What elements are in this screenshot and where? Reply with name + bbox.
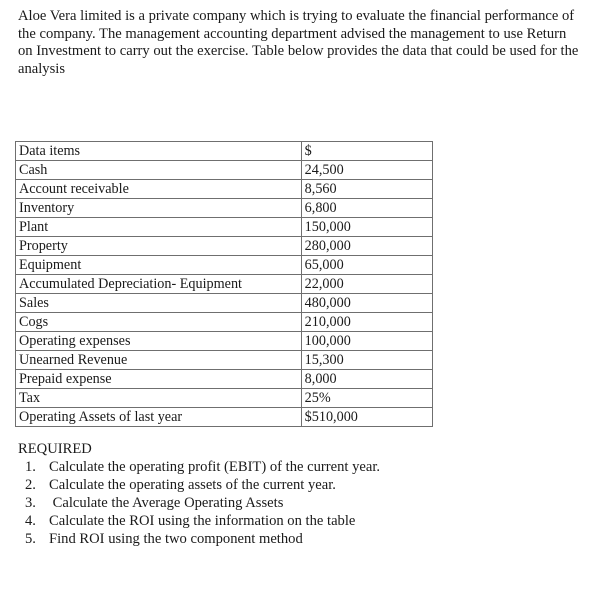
row-item-cell: Account receivable <box>16 180 302 199</box>
table-row <box>16 408 433 427</box>
row-value-cell: 22,000 <box>301 275 432 294</box>
row-value-cell: 24,500 <box>301 161 432 180</box>
row-item-cell: Equipment <box>16 256 302 275</box>
row-item-cell: Sales <box>16 294 302 313</box>
row-item-cell: Property <box>16 237 302 256</box>
required-section <box>18 440 380 548</box>
header-item-cell: Data items <box>16 142 302 161</box>
row-value-cell: $510,000 <box>301 408 432 427</box>
list-item <box>18 530 380 548</box>
row-item-cell: Inventory <box>16 199 302 218</box>
data-table-body <box>16 142 433 427</box>
row-item-cell: Operating Assets of last year <box>16 408 302 427</box>
table-header-row <box>16 142 433 161</box>
row-value-cell: 8,560 <box>301 180 432 199</box>
list-item-number: 2. <box>25 477 36 493</box>
intro-paragraph: Aloe Vera limited is a private company which is trying to evaluate the financial performance of the company. The management accounting department advised the management to use Return on Investment to carry out the exercise. Table below provides the data that could be used for the analysis <box>18 8 579 77</box>
table-row <box>16 389 433 408</box>
table-row <box>16 275 433 294</box>
row-item-cell: Operating expenses <box>16 332 302 351</box>
row-value-cell: 480,000 <box>301 294 432 313</box>
list-item-text: Calculate the ROI using the information on the table <box>49 513 356 529</box>
table-row <box>16 161 433 180</box>
required-heading: REQUIRED <box>18 441 92 457</box>
table-row <box>16 370 433 389</box>
row-item-cell: Prepaid expense <box>16 370 302 389</box>
list-item-text: Calculate the operating profit (EBIT) of the current year. <box>49 459 381 475</box>
required-list <box>18 458 380 548</box>
list-item-number: 5. <box>25 531 36 547</box>
row-value-cell: 65,000 <box>301 256 432 275</box>
list-item-number: 3. <box>25 495 36 511</box>
table-row <box>16 256 433 275</box>
table-row <box>16 313 433 332</box>
table-row <box>16 237 433 256</box>
list-item-number: 4. <box>25 513 36 529</box>
row-item-cell: Accumulated Depreciation- Equipment <box>16 275 302 294</box>
table-row <box>16 332 433 351</box>
list-item <box>18 494 380 512</box>
table-row <box>16 199 433 218</box>
list-item-text: Calculate the Average Operating Assets <box>49 495 284 511</box>
row-value-cell: 8,000 <box>301 370 432 389</box>
row-value-cell: 280,000 <box>301 237 432 256</box>
row-item-cell: Plant <box>16 218 302 237</box>
list-item-text: Find ROI using the two component method <box>49 531 303 547</box>
list-item-text: Calculate the operating assets of the current year. <box>49 477 336 493</box>
header-value-cell: $ <box>301 142 432 161</box>
row-value-cell: 25% <box>301 389 432 408</box>
row-item-cell: Cogs <box>16 313 302 332</box>
row-value-cell: 6,800 <box>301 199 432 218</box>
list-item <box>18 458 380 476</box>
row-value-cell: 150,000 <box>301 218 432 237</box>
data-table <box>15 141 433 427</box>
row-item-cell: Unearned Revenue <box>16 351 302 370</box>
list-item <box>18 512 380 530</box>
table-row <box>16 294 433 313</box>
list-item <box>18 476 380 494</box>
row-value-cell: 210,000 <box>301 313 432 332</box>
table-row <box>16 351 433 370</box>
row-value-cell: 15,300 <box>301 351 432 370</box>
row-value-cell: 100,000 <box>301 332 432 351</box>
row-item-cell: Cash <box>16 161 302 180</box>
list-item-number: 1. <box>25 459 36 475</box>
table-row <box>16 218 433 237</box>
table-row <box>16 180 433 199</box>
row-item-cell: Tax <box>16 389 302 408</box>
